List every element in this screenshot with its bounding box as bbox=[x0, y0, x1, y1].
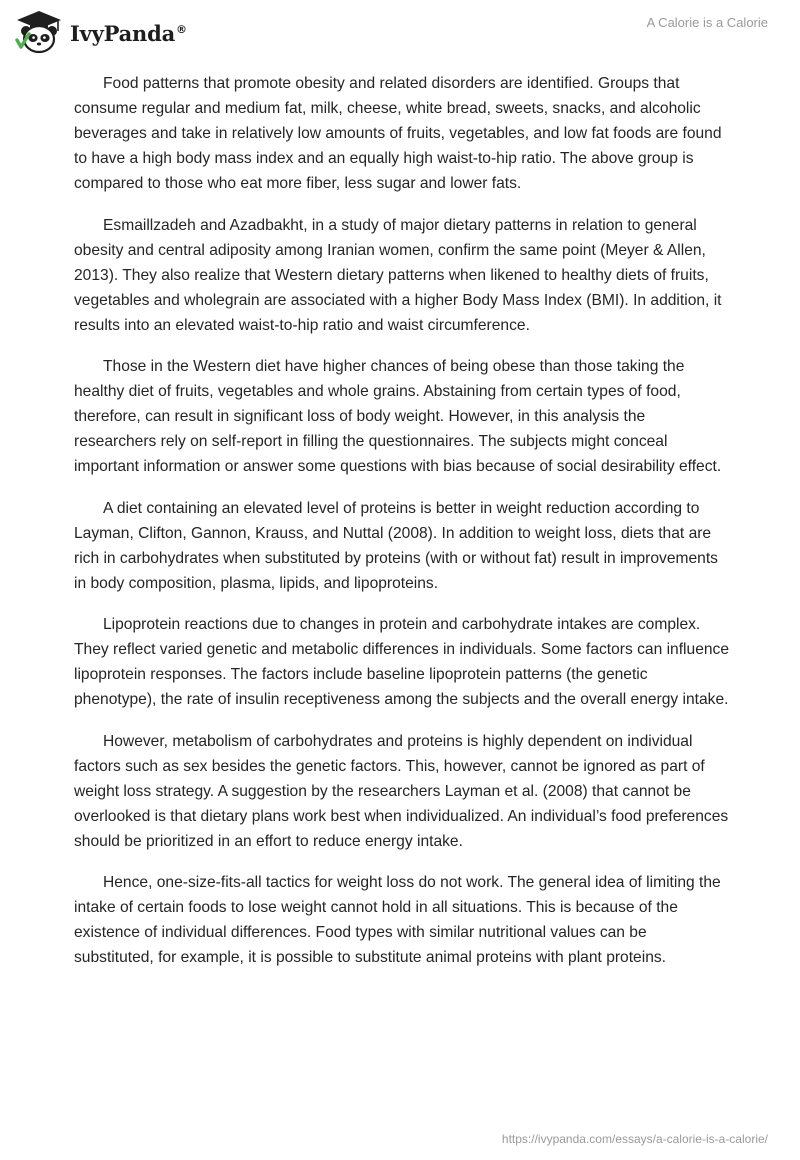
page-header bbox=[0, 0, 800, 64]
brand-name-text: IvyPanda bbox=[70, 20, 176, 46]
paragraph: However, metabolism of carbohydrates and proteins is highly dependent on individual factors such as sex besides the genetic factors. This, however, cannot be ignored as part of weight loss strategy. A suggestion by the researchers Layman et al. (2008) that cannot be overlooked is that dietary plans work best when individualized. An individual’s food preferences should be prioritized in an effort to reduce energy intake. bbox=[74, 732, 729, 850]
source-url[interactable]: https://ivypanda.com/essays/a-calorie-is-a-calorie/ bbox=[501, 1132, 768, 1146]
ivypanda-logo[interactable] bbox=[14, 8, 187, 56]
paragraph: Esmaillzadeh and Azadbakht, in a study of major dietary patterns in relation to general obesity and central adiposity among Iranian women, confirm the same point (Meyer & Allen, 2013). They also realize that Western dietary patterns when likened to healthy diets of fruits, vegetables and wholegrain are associated with a higher Body Mass Index (BMI). In addition, it results into an elevated waist-to-hip ratio and waist circumference. bbox=[74, 216, 722, 334]
paragraph: Hence, one-size-fits-all tactics for weight loss do not work. The general idea of limiting the intake of certain foods to lose weight cannot hold in all situations. This is because of the existence of individual differences. Food types with similar nutritional values can be substituted, for example, it is possible to substitute animal proteins with plant proteins. bbox=[74, 874, 721, 966]
paragraph: Food patterns that promote obesity and related disorders are identified. Groups that consume regular and medium fat, milk, cheese, white bread, sweets, snacks, and alcoholic beverages and take in relatively low amounts of fruits, vegetables, and low fat foods are found to have a high body mass index and an equally high waist-to-hip ratio. The above group is compared to those who eat more fiber, less sugar and lower fats. bbox=[74, 75, 722, 192]
registered-mark: ® bbox=[176, 22, 187, 36]
document-title: A Calorie is a Calorie bbox=[646, 15, 768, 30]
brand-name bbox=[70, 21, 187, 46]
panda-graduate-icon bbox=[14, 9, 64, 55]
essay-body bbox=[74, 71, 730, 987]
paragraph: Lipoprotein reactions due to changes in protein and carbohydrate intakes are complex. They reflect varied genetic and metabolic differences in individuals. Some factors can influence lipoprotein responses. The factors include baseline lipoprotein patterns (the genetic phenotype), the rate of insulin receptiveness among the subjects and the overall energy intake. bbox=[74, 616, 730, 708]
paragraph: A diet containing an elevated level of proteins is better in weight reduction according to Layman, Clifton, Gannon, Krauss, and Nuttal (2008). In addition to weight loss, diets that are rich in carbohydrates when substituted by proteins (with or without fat) result in improvements in body composition, plasma, lipids, and lipoproteins. bbox=[74, 499, 718, 592]
paragraph: Those in the Western diet have higher chances of being obese than those taking the healthy diet of fruits, vegetables and whole grains. Abstaining from certain types of food, therefore, can result in significant loss of body weight. However, in this analysis the researchers rely on self-report in filling the questionnaires. The subjects might conceal important information or answer some questions with bias because of social desirability effect. bbox=[74, 358, 722, 475]
